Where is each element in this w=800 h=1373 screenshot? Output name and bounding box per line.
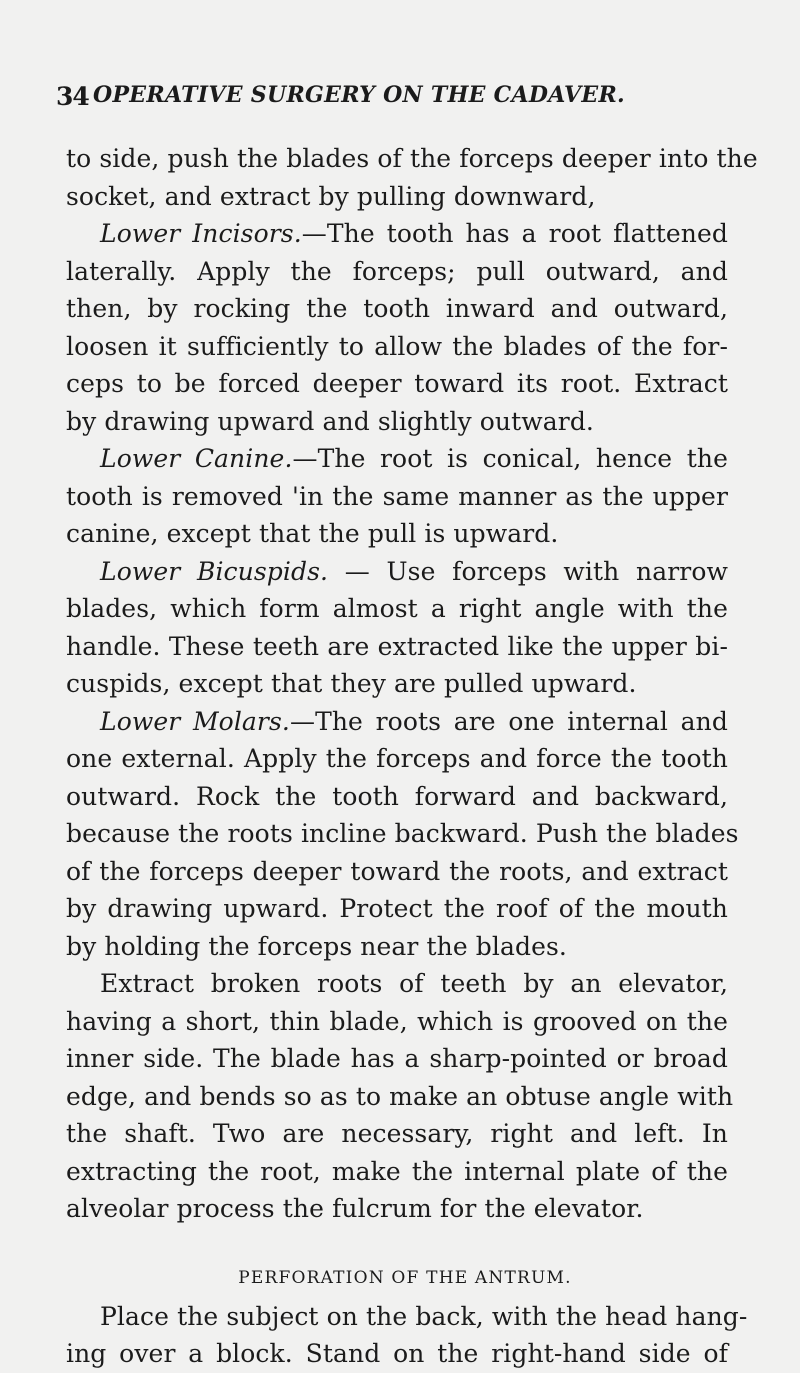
text-line [66, 515, 728, 553]
line-text: by drawing upward. Protect the roof of the mouth [66, 894, 728, 923]
text-line [66, 178, 728, 216]
text-line [66, 403, 728, 441]
line-text: ceps to be forced deeper toward its root. Extract [66, 369, 728, 398]
text-line [66, 328, 728, 366]
line-text: blades, which form almost a right angle with the [66, 594, 728, 623]
text-line [66, 1003, 728, 1041]
page-number: 34 [56, 82, 89, 111]
text-line [66, 140, 758, 178]
line-text: edge, and bends so as to make an obtuse angle with [66, 1081, 734, 1111]
text-line [66, 628, 728, 666]
text-line [66, 815, 739, 853]
line-text: by holding the forceps near the blades. [66, 931, 567, 961]
body-text [66, 140, 758, 1373]
line-text: by drawing upward and slightly outward. [66, 406, 594, 436]
line-text: handle. These teeth are extracted like the upper bi- [66, 631, 728, 661]
line-text: cuspids, except that they are pulled upward. [66, 669, 637, 698]
text-line [66, 215, 728, 253]
line-text: the shaft. Two are necessary, right and left. In [66, 1119, 728, 1148]
line-text: socket, and extract by pulling downward, [66, 181, 596, 211]
text-line [66, 853, 728, 891]
running-title: OPERATIVE SURGERY ON THE CADAVER. [93, 82, 625, 108]
subheading-italic: Lower Molars. [100, 706, 290, 736]
line-text: one external. Apply the forceps and force the tooth [66, 744, 728, 773]
line-text: —The root is conical, hence the [292, 444, 728, 473]
main-paragraphs [66, 140, 758, 1228]
subheading-italic: Lower Bicuspids. [100, 556, 329, 586]
text-line [66, 290, 728, 328]
text-line [66, 1298, 748, 1336]
subheading-italic: Lower Incisors. [100, 219, 302, 248]
line-text: to side, push the blades of the forceps deeper into the [66, 144, 758, 173]
subheading-italic: Lower Canine. [100, 444, 293, 473]
line-text: canine, except that the pull is upward. [66, 519, 559, 548]
text-line [66, 778, 728, 816]
line-text: then, by rocking the tooth inward and outward, [66, 294, 728, 323]
text-line [66, 1115, 728, 1153]
heading-spacer [66, 1228, 728, 1258]
section-heading: PERFORATION OF THE ANTRUM. [238, 1267, 572, 1288]
running-head [56, 82, 756, 114]
text-line [66, 1190, 728, 1228]
line-text: tooth is removed 'in the same manner as the upper [66, 481, 728, 511]
line-text: alveolar process the fulcrum for the elevator. [66, 1194, 644, 1223]
line-text: inner side. The blade has a sharp-pointed or broad [66, 1044, 728, 1073]
line-text: outward. Rock the tooth forward and backward, [66, 781, 728, 811]
text-line [66, 440, 728, 478]
line-text: —The tooth has a root flattened [301, 219, 729, 248]
line-text: extracting the root, make the internal plate of the [66, 1156, 728, 1186]
line-text: Extract broken roots of teeth by an elevator, [100, 969, 728, 998]
text-line [66, 928, 728, 966]
text-line [66, 703, 728, 741]
text-line [66, 553, 728, 591]
line-text: Place the subject on the back, with the head hang- [100, 1301, 748, 1331]
line-text: laterally. Apply the forceps; pull outward, and [66, 256, 728, 286]
line-text: because the roots incline backward. Push the blades [66, 819, 739, 848]
line-text: of the forceps deeper toward the roots, and extract [66, 856, 728, 886]
text-line [66, 590, 728, 628]
text-line [66, 1078, 734, 1116]
text-line [66, 365, 728, 403]
text-line [66, 253, 728, 291]
section-paragraph [66, 1298, 748, 1373]
text-line [66, 1153, 728, 1191]
line-text: loosen it sufficiently to allow the blades of the for- [66, 331, 728, 361]
text-line [66, 665, 728, 703]
line-text: — Use forceps with narrow [328, 556, 728, 586]
line-text: having a short, thin blade, which is grooved on the [66, 1006, 728, 1036]
line-text: —The roots are one internal and [289, 706, 728, 736]
text-line [66, 1335, 728, 1373]
line-text: ing over a block. Stand on the right-hand side of [66, 1339, 728, 1368]
text-line [66, 478, 728, 516]
text-line [66, 890, 728, 928]
text-line [66, 1040, 728, 1078]
text-line [66, 965, 728, 1003]
text-line [66, 740, 728, 778]
